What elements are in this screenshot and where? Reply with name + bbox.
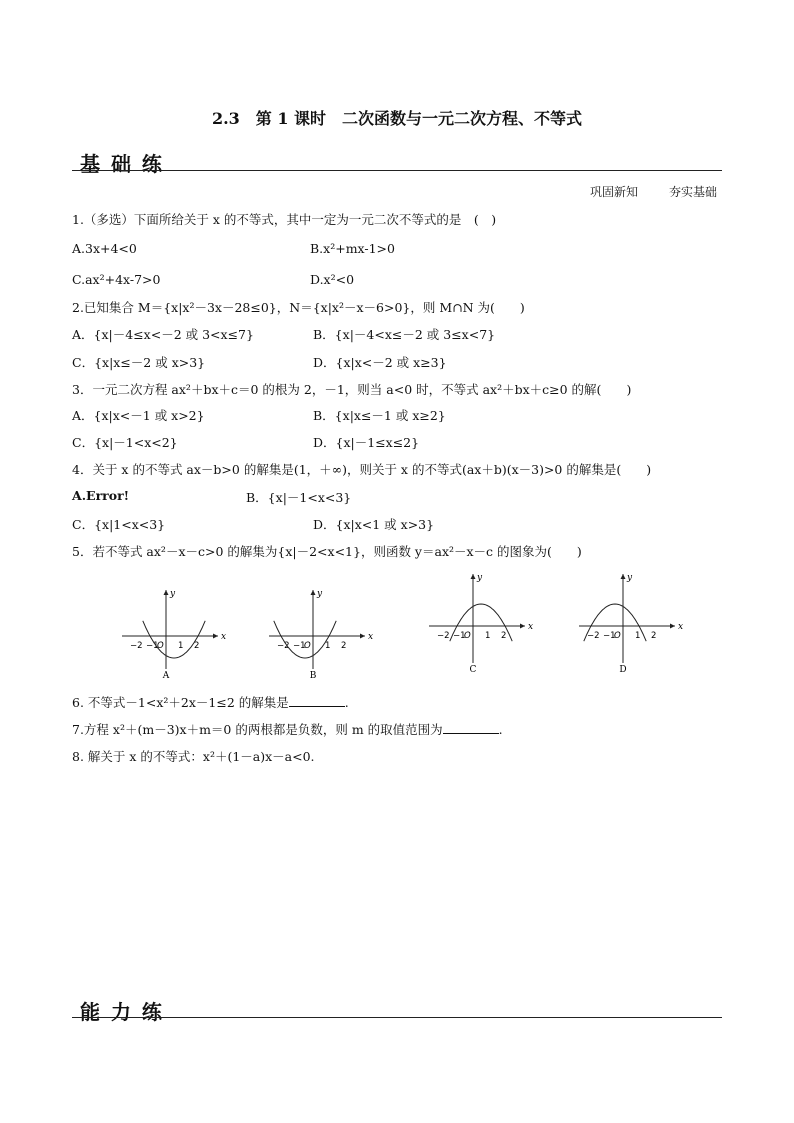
- tick-label: −2: [277, 641, 290, 651]
- tick-label: O: [614, 631, 621, 641]
- parabola-graph-a: [118, 584, 228, 679]
- section-divider: [72, 170, 722, 171]
- tick-label: −1: [146, 641, 159, 651]
- question-6-text: 6. 不等式－1<x²＋2x－1≤2 的解集是: [72, 695, 289, 710]
- question-1-stem: 1.（多选）下面所给关于 x 的不等式，其中一定为一元二次不等式的是 ( ): [72, 212, 497, 227]
- y-axis-label: y: [170, 589, 176, 599]
- question-4-option-d: D．{x|x<1 或 x>3}: [313, 517, 435, 532]
- graph-option-label: B: [309, 671, 317, 679]
- y-axis-arrow: [164, 590, 169, 595]
- parabola-graph-d: [575, 568, 685, 673]
- y-axis-arrow: [311, 590, 316, 595]
- y-axis-label: y: [477, 573, 483, 583]
- y-axis-label: y: [627, 573, 633, 583]
- tick-label: 1: [485, 631, 491, 641]
- x-axis-label: x: [368, 632, 374, 642]
- question-3-option-d: D．{x|－1≤x≤2}: [313, 435, 420, 450]
- answer-blank[interactable]: [443, 723, 499, 734]
- subtitle-right: 夯实基础: [669, 185, 718, 199]
- tick-label: O: [304, 641, 311, 651]
- graph-option-a: [118, 584, 228, 683]
- question-3-stem: 3．一元二次方程 ax²＋bx＋c＝0 的根为 2，－1，则当 a<0 时，不等式 ax²＋bx＋c≥0 的解( ): [72, 382, 632, 397]
- graph-option-c: [425, 568, 535, 677]
- y-axis-label: y: [317, 589, 323, 599]
- tick-label: 1: [325, 641, 331, 651]
- subtitle-left: 巩固新知: [590, 185, 639, 199]
- x-axis-arrow: [520, 624, 525, 629]
- question-1-option-b: B.x²+mx-1>0: [310, 241, 395, 256]
- tick-label: −2: [587, 631, 600, 641]
- tick-label: −1: [453, 631, 466, 641]
- section-divider: [72, 1017, 722, 1018]
- question-7-text: 7.方程 x²＋(m－3)x＋m＝0 的两根都是负数，则 m 的取值范围为: [72, 722, 443, 737]
- parabola-graph-b: [265, 584, 375, 679]
- question-3-option-a: A．{x|x<－1 或 x>2}: [72, 408, 205, 423]
- question-7: [72, 720, 503, 738]
- tick-label: 2: [501, 631, 507, 641]
- question-1-option-d: D.x²<0: [310, 272, 355, 287]
- tick-label: −1: [293, 641, 306, 651]
- section-heading-basic: 基 础 练: [80, 152, 164, 176]
- x-axis-label: x: [678, 622, 684, 632]
- question-8-stem: 8. 解关于 x 的不等式：x²＋(1－a)x－a<0.: [72, 749, 315, 764]
- question-6: [72, 693, 349, 711]
- question-7-period: .: [498, 722, 503, 737]
- tick-label: −2: [130, 641, 143, 651]
- graph-option-label: A: [162, 671, 170, 679]
- question-2-option-d: D．{x|x<－2 或 x≥3}: [313, 355, 447, 370]
- question-6-period: .: [344, 695, 349, 710]
- x-axis-arrow: [213, 634, 218, 639]
- tick-label: 2: [194, 641, 200, 651]
- question-4-option-b: B．{x|－1<x<3}: [246, 490, 352, 505]
- question-3-option-c: C．{x|－1<x<2}: [72, 435, 178, 450]
- tick-label: 2: [341, 641, 347, 651]
- tick-label: −1: [603, 631, 616, 641]
- tick-label: 2: [651, 631, 657, 641]
- graph-option-label: C: [469, 665, 477, 673]
- graph-option-d: [575, 568, 685, 677]
- question-2-option-c: C．{x|x≤－2 或 x>3}: [72, 355, 206, 370]
- x-axis-arrow: [670, 624, 675, 629]
- question-4-option-a: A.Error!: [72, 488, 130, 503]
- tick-label: O: [464, 631, 471, 641]
- question-4-option-c: C．{x|1<x<3}: [72, 517, 166, 532]
- parabola-curve: [143, 621, 205, 658]
- tick-label: 1: [635, 631, 641, 641]
- graph-option-label: D: [619, 665, 627, 673]
- section-heading-ability: 能 力 练: [80, 1000, 164, 1024]
- question-3-option-b: B．{x|x≤－1 或 x≥2}: [313, 408, 446, 423]
- question-1-option-a: A.3x+4<0: [72, 241, 137, 256]
- y-axis-arrow: [621, 574, 626, 579]
- graph-option-b: [265, 584, 375, 683]
- question-4-stem: 4．关于 x 的不等式 ax－b>0 的解集是(1，＋∞)，则关于 x 的不等式(ax＋b)(x－3)>0 的解集是( ): [72, 462, 652, 477]
- question-2-stem: 2.已知集合 M＝{x|x²－3x－28≤0}，N＝{x|x²－x－6>0}，则 M∩N 为( ): [72, 300, 525, 315]
- parabola-curve: [274, 621, 336, 658]
- parabola-graph-c: [425, 568, 535, 673]
- tick-label: −2: [437, 631, 450, 641]
- x-axis-arrow: [360, 634, 365, 639]
- tick-label: O: [157, 641, 164, 651]
- question-5-stem: 5．若不等式 ax²－x－c>0 的解集为{x|－2<x<1}，则函数 y＝ax²－x－c 的图象为( ): [72, 544, 582, 559]
- tick-label: 1: [178, 641, 184, 651]
- y-axis-arrow: [471, 574, 476, 579]
- x-axis-label: x: [528, 622, 534, 632]
- x-axis-label: x: [221, 632, 227, 642]
- question-1-option-c: C.ax²+4x-7>0: [72, 272, 161, 287]
- answer-blank[interactable]: [289, 696, 345, 707]
- question-2-option-b: B．{x|－4<x≤－2 或 3≤x<7}: [313, 327, 496, 342]
- page-title: 2.3 第 1 课时 二次函数与一元二次方程、不等式: [211, 109, 583, 128]
- question-2-option-a: A．{x|－4≤x<－2 或 3<x≤7}: [72, 327, 254, 342]
